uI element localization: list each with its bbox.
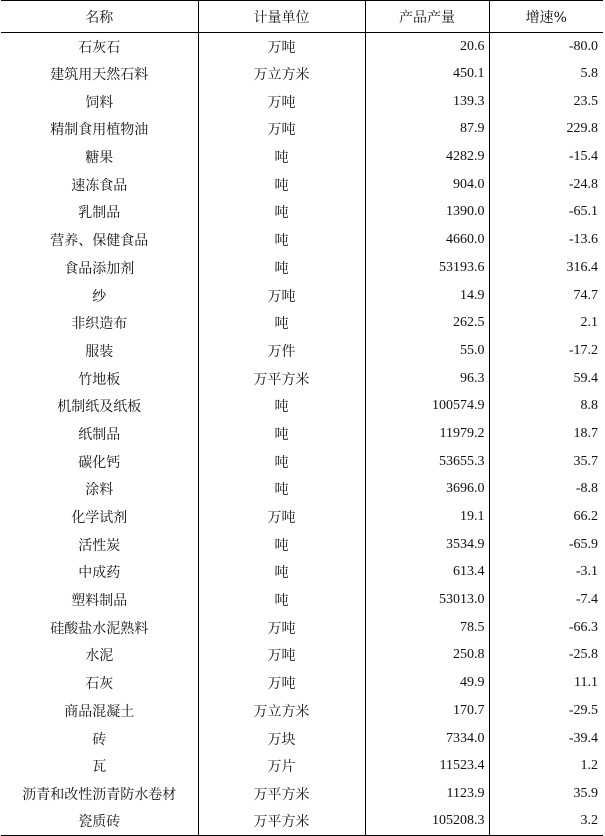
unit-cell: 万块 (198, 725, 365, 753)
unit-cell: 万吨 (198, 642, 365, 670)
table-row (1, 88, 603, 116)
header-output: 产品产量 (365, 1, 489, 33)
growth-cell: 18.7 (489, 420, 603, 448)
table-row (1, 808, 603, 836)
product-name-cell: 活性炭 (78, 537, 121, 554)
unit-cell: 吨 (198, 476, 365, 504)
growth-cell: -29.5 (489, 697, 603, 725)
output-cell: 4282.9 (365, 143, 489, 171)
unit-cell: 吨 (198, 226, 365, 254)
header-growth: 增速% (489, 1, 603, 33)
growth-cell: 3.2 (489, 808, 603, 836)
output-cell: 55.0 (365, 337, 489, 365)
unit-cell: 万吨 (198, 88, 365, 116)
output-cell: 262.5 (365, 309, 489, 337)
table-row (1, 337, 603, 365)
product-output-table (1, 0, 603, 836)
table-row (1, 780, 603, 808)
product-name-cell: 食品添加剂 (64, 260, 135, 277)
table-row (1, 503, 603, 531)
unit-cell: 吨 (198, 559, 365, 587)
table-row (1, 199, 603, 227)
growth-cell: -80.0 (489, 33, 603, 61)
unit-cell: 吨 (198, 254, 365, 282)
growth-cell: 35.9 (489, 780, 603, 808)
header-row (1, 1, 603, 33)
output-cell: 53013.0 (365, 586, 489, 614)
unit-cell: 万立方米 (198, 697, 365, 725)
growth-cell: -66.3 (489, 614, 603, 642)
product-name-cell: 塑料制品 (71, 593, 128, 610)
growth-cell: 35.7 (489, 448, 603, 476)
growth-cell: -3.1 (489, 559, 603, 587)
output-cell: 904.0 (365, 171, 489, 199)
table-row (1, 669, 603, 697)
output-cell: 78.5 (365, 614, 489, 642)
product-name-cell: 石灰石 (78, 39, 121, 56)
growth-cell: 2.1 (489, 309, 603, 337)
growth-cell: -65.1 (489, 199, 603, 227)
product-name-cell: 水泥 (85, 648, 114, 665)
output-cell: 170.7 (365, 697, 489, 725)
product-name-cell: 纱 (92, 288, 107, 305)
table-row (1, 642, 603, 670)
product-name-cell: 瓷质砖 (1, 808, 198, 836)
growth-cell: -8.8 (489, 476, 603, 504)
product-name-cell: 化学试剂 (71, 510, 128, 527)
product-name-cell: 机制纸及纸板 (57, 399, 142, 416)
unit-cell: 吨 (198, 143, 365, 171)
unit-cell: 吨 (198, 420, 365, 448)
product-name-cell: 营养、保健食品 (50, 233, 149, 250)
product-name-cell: 石灰 (85, 676, 114, 693)
output-cell: 3534.9 (365, 531, 489, 559)
unit-cell: 吨 (198, 309, 365, 337)
unit-cell: 万平方米 (198, 365, 365, 393)
growth-cell: 316.4 (489, 254, 603, 282)
unit-cell: 吨 (198, 531, 365, 559)
output-cell: 4660.0 (365, 226, 489, 254)
product-name-cell: 服装 (85, 343, 114, 360)
product-name-cell: 非织造布 (71, 316, 128, 333)
growth-cell: 66.2 (489, 503, 603, 531)
table-row (1, 392, 603, 420)
product-name-cell: 饲料 (85, 94, 114, 111)
product-name-cell: 碳化钙 (78, 454, 121, 471)
unit-cell: 万吨 (198, 669, 365, 697)
output-cell: 3696.0 (365, 476, 489, 504)
table-row (1, 33, 603, 61)
unit-cell: 万吨 (198, 33, 365, 61)
product-name-cell: 中成药 (78, 565, 121, 582)
table-row (1, 531, 603, 559)
growth-cell: -24.8 (489, 171, 603, 199)
table-row (1, 697, 603, 725)
table-row (1, 143, 603, 171)
table-row (1, 309, 603, 337)
table-row (1, 725, 603, 753)
table-row (1, 282, 603, 310)
product-name-cell: 糖果 (85, 150, 114, 167)
unit-cell: 万吨 (198, 614, 365, 642)
growth-cell: 74.7 (489, 282, 603, 310)
output-cell: 105208.3 (365, 808, 489, 836)
table-row (1, 752, 603, 780)
product-name-cell: 瓦 (92, 759, 107, 776)
product-name-cell: 涂料 (85, 482, 114, 499)
product-name-cell: 砖 (92, 731, 107, 748)
product-name-cell: 速冻食品 (71, 177, 128, 194)
product-name-cell: 乳制品 (78, 205, 121, 222)
table-row (1, 476, 603, 504)
growth-cell: -17.2 (489, 337, 603, 365)
table-row (1, 420, 603, 448)
unit-cell: 万件 (198, 337, 365, 365)
growth-cell: -7.4 (489, 586, 603, 614)
output-cell: 53655.3 (365, 448, 489, 476)
growth-cell: -13.6 (489, 226, 603, 254)
header-unit: 计量单位 (198, 1, 365, 33)
output-cell: 11979.2 (365, 420, 489, 448)
output-cell: 7334.0 (365, 725, 489, 753)
output-cell: 19.1 (365, 503, 489, 531)
growth-cell: -65.9 (489, 531, 603, 559)
table-row (1, 60, 603, 88)
product-name-cell: 纸制品 (78, 426, 121, 443)
unit-cell: 吨 (198, 448, 365, 476)
unit-cell: 万平方米 (198, 780, 365, 808)
table-row (1, 116, 603, 144)
table-row (1, 586, 603, 614)
output-cell: 1123.9 (365, 780, 489, 808)
table-row (1, 365, 603, 393)
table-row (1, 226, 603, 254)
product-name-cell: 竹地板 (78, 371, 121, 388)
output-cell: 49.9 (365, 669, 489, 697)
output-cell: 11523.4 (365, 752, 489, 780)
output-cell: 20.6 (365, 33, 489, 61)
product-name-cell: 沥青和改性沥青防水卷材 (22, 786, 177, 803)
output-cell: 139.3 (365, 88, 489, 116)
growth-cell: -15.4 (489, 143, 603, 171)
output-cell: 100574.9 (365, 392, 489, 420)
growth-cell: 23.5 (489, 88, 603, 116)
unit-cell: 吨 (198, 586, 365, 614)
growth-cell: 229.8 (489, 116, 603, 144)
growth-cell: 5.8 (489, 60, 603, 88)
unit-cell: 万吨 (198, 282, 365, 310)
unit-cell: 万立方米 (198, 60, 365, 88)
output-cell: 14.9 (365, 282, 489, 310)
growth-cell: 11.1 (489, 669, 603, 697)
table-row (1, 448, 603, 476)
unit-cell: 万片 (198, 752, 365, 780)
product-name-cell: 硅酸盐水泥熟料 (50, 620, 149, 637)
output-cell: 613.4 (365, 559, 489, 587)
growth-cell: 8.8 (489, 392, 603, 420)
table-row (1, 254, 603, 282)
table-header (1, 1, 603, 33)
product-name-cell: 精制食用植物油 (50, 122, 149, 139)
unit-cell: 吨 (198, 199, 365, 227)
growth-cell: 1.2 (489, 752, 603, 780)
header-name: 名称 (1, 1, 198, 33)
output-cell: 250.8 (365, 642, 489, 670)
output-cell: 53193.6 (365, 254, 489, 282)
growth-cell: -25.8 (489, 642, 603, 670)
unit-cell: 万吨 (198, 116, 365, 144)
table-row (1, 614, 603, 642)
output-cell: 96.3 (365, 365, 489, 393)
unit-cell: 万吨 (198, 503, 365, 531)
table-row (1, 559, 603, 587)
unit-cell: 吨 (198, 171, 365, 199)
output-cell: 87.9 (365, 116, 489, 144)
unit-cell: 万平方米 (198, 808, 365, 836)
growth-cell: 59.4 (489, 365, 603, 393)
output-cell: 450.1 (365, 60, 489, 88)
growth-cell: -39.4 (489, 725, 603, 753)
product-name-cell: 商品混凝土 (64, 703, 135, 720)
product-name-cell: 建筑用天然石料 (50, 67, 149, 84)
table-body (1, 33, 603, 836)
output-cell: 1390.0 (365, 199, 489, 227)
table-row (1, 171, 603, 199)
unit-cell: 吨 (198, 392, 365, 420)
